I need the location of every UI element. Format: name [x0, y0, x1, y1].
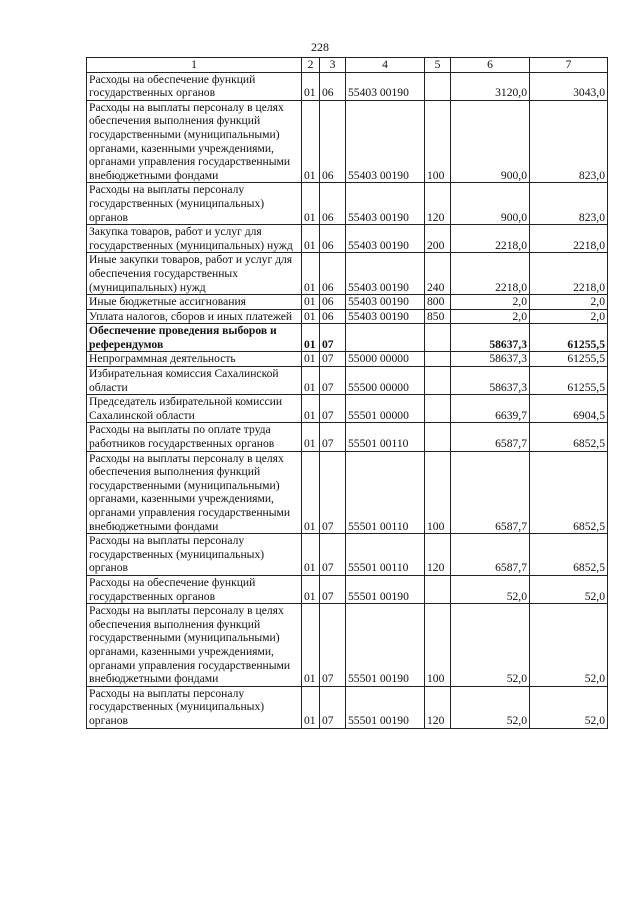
row-amount-col7-cell: 6852,5: [530, 534, 608, 576]
row-subsection-cell: 06: [320, 253, 346, 295]
row-amount-col6-cell: 2218,0: [451, 225, 530, 253]
row-name-cell: Расходы на обеспечение функций государственных органов: [87, 575, 302, 603]
row-target-article-cell: [346, 324, 425, 352]
row-expense-type-cell: [425, 72, 451, 100]
row-target-article-cell: 55501 00190: [346, 604, 425, 687]
budget-table: [86, 57, 608, 729]
table-row: [87, 253, 608, 295]
row-amount-col6-cell: 6639,7: [451, 395, 530, 423]
table-body: [87, 72, 608, 728]
row-name-cell: Закупка товаров, работ и услуг для государственных (муниципальных) нужд: [87, 225, 302, 253]
row-subsection-cell: 07: [320, 575, 346, 603]
row-amount-col6-cell: 52,0: [451, 686, 530, 728]
row-name-cell: Расходы на выплаты персоналу государственных (муниципальных) органов: [87, 686, 302, 728]
row-subsection-cell: 07: [320, 534, 346, 576]
table-row: [87, 225, 608, 253]
row-amount-col6-cell: 900,0: [451, 100, 530, 183]
page-number: 228: [311, 40, 329, 54]
row-subsection-cell: 07: [320, 686, 346, 728]
header-col-2: 2: [302, 58, 320, 73]
row-name-cell: Расходы на выплаты персоналу в целях обеспечения выполнения функций государственными (муниципальными) органами, казенными учреждениями, органами управления государственными внебюджетными фондами: [87, 451, 302, 534]
row-section-cell: 01: [302, 225, 320, 253]
row-section-cell: 01: [302, 72, 320, 100]
row-name-cell: Председатель избирательной комиссии Сахалинской области: [87, 395, 302, 423]
row-amount-col6-cell: 58637,3: [451, 324, 530, 352]
row-target-article-cell: 55501 00110: [346, 451, 425, 534]
row-target-article-cell: 55000 00000: [346, 352, 425, 367]
row-name-cell: Расходы на обеспечение функций государственных органов: [87, 72, 302, 100]
row-name-cell: Расходы на выплаты персоналу государственных (муниципальных) органов: [87, 183, 302, 225]
row-amount-col6-cell: 2218,0: [451, 253, 530, 295]
row-section-cell: 01: [302, 575, 320, 603]
row-amount-col6-cell: 6587,7: [451, 451, 530, 534]
row-amount-col7-cell: 823,0: [530, 183, 608, 225]
row-name-cell: Иные бюджетные ассигнования: [87, 295, 302, 310]
header-col-7: 7: [530, 58, 608, 73]
table-row: [87, 295, 608, 310]
row-expense-type-cell: 100: [425, 451, 451, 534]
table-row: [87, 309, 608, 324]
row-amount-col7-cell: 823,0: [530, 100, 608, 183]
row-target-article-cell: 55501 00190: [346, 686, 425, 728]
row-subsection-cell: 06: [320, 72, 346, 100]
header-col-5: 5: [425, 58, 451, 73]
row-amount-col6-cell: 58637,3: [451, 352, 530, 367]
row-section-cell: 01: [302, 395, 320, 423]
row-subsection-cell: 07: [320, 604, 346, 687]
header-col-1: 1: [87, 58, 302, 73]
row-section-cell: 01: [302, 686, 320, 728]
row-section-cell: 01: [302, 423, 320, 451]
table-row: [87, 100, 608, 183]
row-section-cell: 01: [302, 295, 320, 310]
row-subsection-cell: 06: [320, 225, 346, 253]
row-name-cell: Обеспечение проведения выборов и референдумов: [87, 324, 302, 352]
row-section-cell: 01: [302, 604, 320, 687]
row-expense-type-cell: 120: [425, 534, 451, 576]
row-section-cell: 01: [302, 183, 320, 225]
row-amount-col7-cell: 52,0: [530, 604, 608, 687]
row-target-article-cell: 55403 00190: [346, 72, 425, 100]
row-amount-col7-cell: 61255,5: [530, 352, 608, 367]
row-amount-col6-cell: 3120,0: [451, 72, 530, 100]
row-amount-col6-cell: 6587,7: [451, 534, 530, 576]
row-amount-col7-cell: 3043,0: [530, 72, 608, 100]
row-name-cell: Уплата налогов, сборов и иных платежей: [87, 309, 302, 324]
row-amount-col7-cell: 52,0: [530, 575, 608, 603]
row-amount-col6-cell: 900,0: [451, 183, 530, 225]
table-row: [87, 183, 608, 225]
row-expense-type-cell: [425, 395, 451, 423]
row-section-cell: 01: [302, 352, 320, 367]
row-name-cell: Иные закупки товаров, работ и услуг для обеспечения государственных (муниципальных) нужд: [87, 253, 302, 295]
row-target-article-cell: 55403 00190: [346, 225, 425, 253]
row-amount-col7-cell: 2218,0: [530, 253, 608, 295]
row-target-article-cell: 55403 00190: [346, 183, 425, 225]
row-amount-col7-cell: 61255,5: [530, 324, 608, 352]
table-row: [87, 686, 608, 728]
row-amount-col7-cell: 52,0: [530, 686, 608, 728]
row-subsection-cell: 06: [320, 295, 346, 310]
row-subsection-cell: 07: [320, 352, 346, 367]
row-section-cell: 01: [302, 309, 320, 324]
row-amount-col7-cell: 2,0: [530, 295, 608, 310]
header-col-6: 6: [451, 58, 530, 73]
row-amount-col7-cell: 61255,5: [530, 367, 608, 395]
row-expense-type-cell: 850: [425, 309, 451, 324]
row-expense-type-cell: [425, 423, 451, 451]
row-target-article-cell: 55501 00000: [346, 395, 425, 423]
row-amount-col6-cell: 52,0: [451, 604, 530, 687]
row-expense-type-cell: 800: [425, 295, 451, 310]
row-target-article-cell: 55501 00110: [346, 534, 425, 576]
row-expense-type-cell: 100: [425, 604, 451, 687]
row-amount-col6-cell: 6587,7: [451, 423, 530, 451]
row-amount-col7-cell: 2218,0: [530, 225, 608, 253]
row-name-cell: Непрограммная деятельность: [87, 352, 302, 367]
row-target-article-cell: 55403 00190: [346, 295, 425, 310]
row-amount-col6-cell: 52,0: [451, 575, 530, 603]
row-target-article-cell: 55403 00190: [346, 309, 425, 324]
row-name-cell: Расходы на выплаты персоналу в целях обеспечения выполнения функций государственными (муниципальными) органами, казенными учреждениями, органами управления государственными внебюджетными фондами: [87, 604, 302, 687]
row-amount-col7-cell: 2,0: [530, 309, 608, 324]
row-subsection-cell: 06: [320, 309, 346, 324]
row-expense-type-cell: 240: [425, 253, 451, 295]
row-subsection-cell: 07: [320, 367, 346, 395]
row-expense-type-cell: 120: [425, 183, 451, 225]
row-expense-type-cell: [425, 324, 451, 352]
row-amount-col7-cell: 6904,5: [530, 395, 608, 423]
row-section-cell: 01: [302, 367, 320, 395]
row-expense-type-cell: [425, 352, 451, 367]
row-expense-type-cell: 100: [425, 100, 451, 183]
row-target-article-cell: 55403 00190: [346, 100, 425, 183]
row-target-article-cell: 55501 00110: [346, 423, 425, 451]
table-row: [87, 575, 608, 603]
row-amount-col7-cell: 6852,5: [530, 423, 608, 451]
row-expense-type-cell: [425, 575, 451, 603]
row-name-cell: Расходы на выплаты персоналу в целях обеспечения выполнения функций государственными (муниципальными) органами, казенными учреждениями, органами управления государственными внебюджетными фондами: [87, 100, 302, 183]
row-section-cell: 01: [302, 534, 320, 576]
table-row: [87, 352, 608, 367]
table-row: [87, 423, 608, 451]
table-row: [87, 72, 608, 100]
row-name-cell: Избирательная комиссия Сахалинской области: [87, 367, 302, 395]
header-row: [87, 58, 608, 73]
table-row: [87, 604, 608, 687]
row-target-article-cell: 55403 00190: [346, 253, 425, 295]
row-expense-type-cell: [425, 367, 451, 395]
header-col-4: 4: [346, 58, 425, 73]
row-name-cell: Расходы на выплаты персоналу государственных (муниципальных) органов: [87, 534, 302, 576]
row-expense-type-cell: 120: [425, 686, 451, 728]
row-amount-col6-cell: 2,0: [451, 295, 530, 310]
table-row: [87, 534, 608, 576]
row-target-article-cell: 55500 00000: [346, 367, 425, 395]
row-section-cell: 01: [302, 253, 320, 295]
row-subsection-cell: 06: [320, 100, 346, 183]
header-col-3: 3: [320, 58, 346, 73]
row-amount-col6-cell: 2,0: [451, 309, 530, 324]
row-expense-type-cell: 200: [425, 225, 451, 253]
table-row: [87, 367, 608, 395]
row-subsection-cell: 06: [320, 183, 346, 225]
row-subsection-cell: 07: [320, 423, 346, 451]
row-amount-col7-cell: 6852,5: [530, 451, 608, 534]
row-section-cell: 01: [302, 100, 320, 183]
row-subsection-cell: 07: [320, 451, 346, 534]
row-subsection-cell: 07: [320, 395, 346, 423]
row-subsection-cell: 07: [320, 324, 346, 352]
row-target-article-cell: 55501 00190: [346, 575, 425, 603]
table-row: [87, 395, 608, 423]
row-section-cell: 01: [302, 451, 320, 534]
row-section-cell: 01: [302, 324, 320, 352]
table-row: [87, 324, 608, 352]
table-row: [87, 451, 608, 534]
row-amount-col6-cell: 58637,3: [451, 367, 530, 395]
row-name-cell: Расходы на выплаты по оплате труда работников государственных органов: [87, 423, 302, 451]
